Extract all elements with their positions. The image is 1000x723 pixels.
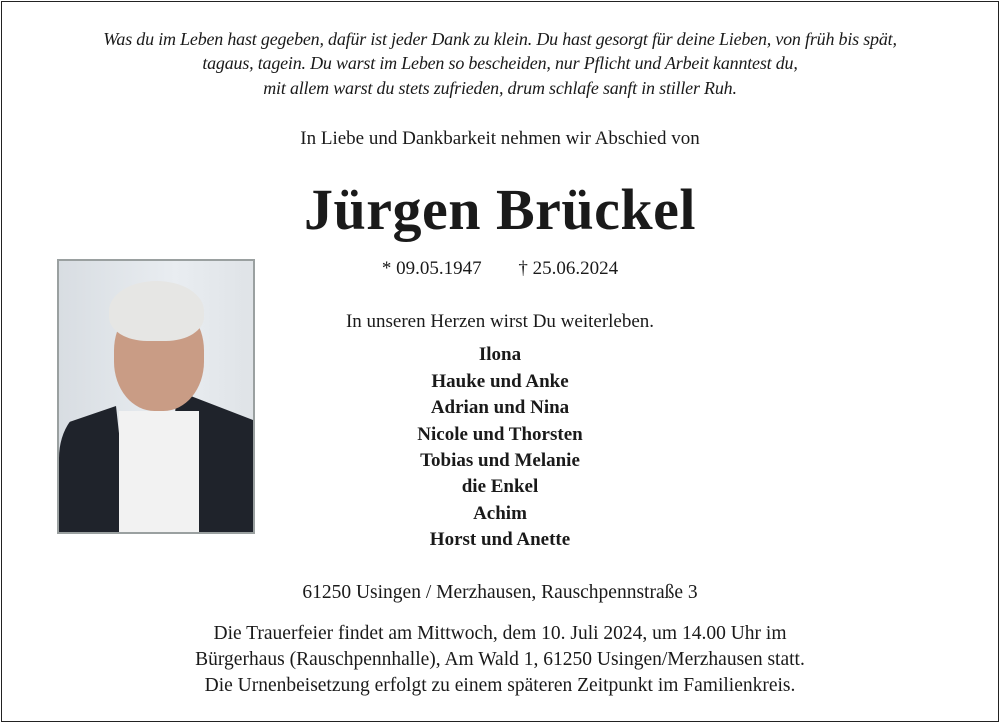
poem-line-2: tagaus, tagein. Du warst im Leben so bescheiden, nur Pflicht und Arbeit kanntest du,	[202, 53, 798, 73]
motto-text: In unseren Herzen wirst Du weiterleben.	[345, 311, 655, 332]
mourner: Nicole und Thorsten	[417, 424, 583, 445]
address: 61250 Usingen / Merzhausen, Rauschpennstraße 3	[302, 582, 698, 603]
ceremony-line-2: Bürgerhaus (Rauschpennhalle), Am Wald 1, 61250 Usingen/Merzhausen statt.	[195, 649, 805, 670]
intro-text: In Liebe und Dankbarkeit nehmen wir Abschied von	[300, 128, 700, 149]
poem-line-3: mit allem warst du stets zufrieden, drum schlafe sanft in stiller Ruh.	[263, 78, 737, 98]
mourner: Ilona	[478, 344, 522, 365]
poem-line-1: Was du im Leben hast gegeben, dafür ist jeder Dank zu klein. Du hast gesorgt für deine Lieben, von früh bis spät,	[103, 29, 897, 49]
ceremony-line-3: Die Urnenbeisetzung erfolgt zu einem späteren Zeitpunkt im Familienkreis.	[204, 675, 796, 696]
death-date: † 25.06.2024	[518, 258, 619, 279]
mourner: Horst und Anette	[429, 529, 571, 550]
mourner: Achim	[473, 503, 527, 524]
mourner: Hauke und Anke	[431, 371, 569, 392]
birth-date: * 09.05.1947	[381, 258, 482, 279]
mourner: Tobias und Melanie	[420, 450, 580, 471]
ceremony-line-1: Die Trauerfeier findet am Mittwoch, dem 10. Juli 2024, um 14.00 Uhr im	[213, 623, 787, 644]
mourner: Adrian und Nina	[430, 397, 570, 418]
mourner: die Enkel	[461, 476, 539, 497]
deceased-name: Jürgen Brückel	[303, 177, 697, 242]
